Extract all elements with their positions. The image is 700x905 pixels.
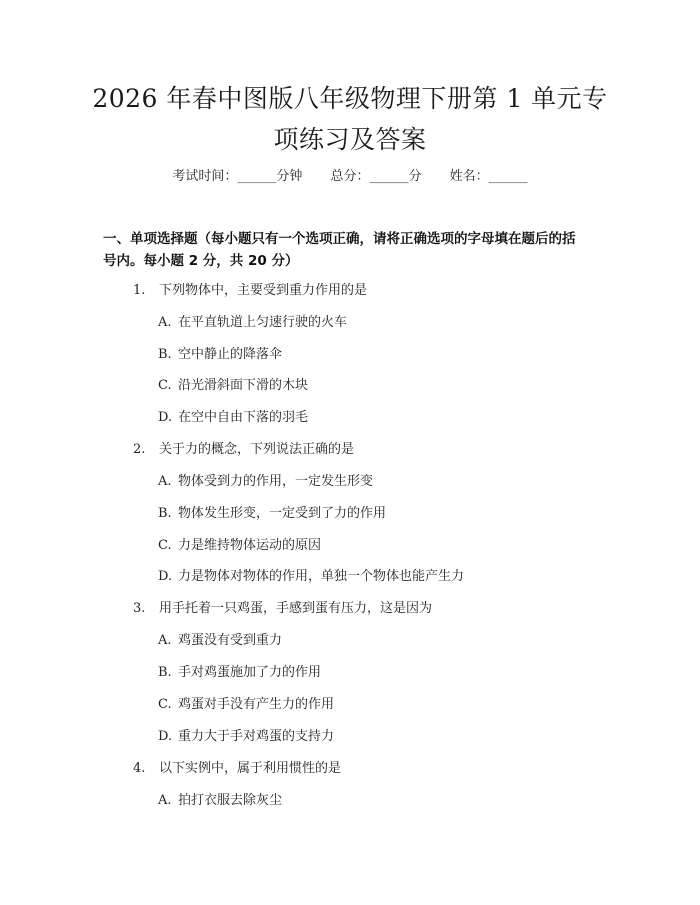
question-2-option-d bbox=[158, 568, 464, 586]
question-text: 以下实例中，属于利用惯性的是 bbox=[159, 761, 342, 776]
option-text: 手对鸡蛋施加了力的作用 bbox=[178, 665, 322, 680]
option-text: 在空中自由下落的羽毛 bbox=[178, 410, 309, 425]
option-letter: C. bbox=[158, 538, 172, 553]
question-1-option-c bbox=[158, 377, 308, 395]
option-text: 拍打衣服去除灰尘 bbox=[178, 793, 283, 808]
exam-meta bbox=[0, 168, 700, 186]
question-4-option-a bbox=[158, 792, 282, 810]
exam-time-unit: 分钟 bbox=[276, 169, 303, 184]
option-letter: B. bbox=[158, 347, 172, 362]
question-number: 4. bbox=[133, 761, 146, 776]
student-name-blank: ______ bbox=[488, 169, 528, 184]
option-text: 鸡蛋没有受到重力 bbox=[178, 633, 283, 648]
option-letter: D. bbox=[158, 410, 173, 425]
question-4 bbox=[133, 760, 341, 778]
option-letter: D. bbox=[158, 729, 173, 744]
section-heading-line-2: 号内。每小题 2 分，共 20 分） bbox=[103, 253, 299, 269]
question-3-option-c bbox=[158, 696, 334, 714]
total-score-unit: 分 bbox=[408, 169, 422, 184]
exam-time-blank: ______ bbox=[237, 169, 277, 184]
question-number: 2. bbox=[133, 442, 146, 457]
option-text: 物体受到力的作用，一定发生形变 bbox=[178, 474, 374, 489]
option-letter: A. bbox=[158, 633, 172, 648]
title-line-2: 项练习及答案 bbox=[273, 125, 427, 154]
question-text: 关于力的概念，下列说法正确的是 bbox=[159, 442, 355, 457]
question-2 bbox=[133, 441, 354, 459]
option-text: 空中静止的降落伞 bbox=[178, 347, 283, 362]
question-3 bbox=[133, 600, 432, 618]
option-letter: D. bbox=[158, 569, 173, 584]
document-title bbox=[70, 78, 630, 160]
student-name-label: 姓名： bbox=[449, 169, 489, 184]
total-score-label: 总分： bbox=[330, 169, 370, 184]
exam-time-label: 考试时间： bbox=[172, 169, 238, 184]
section-heading-line-1: 一、单项选择题（每小题只有一个选项正确，请将正确选项的字母填在题后的括 bbox=[103, 231, 576, 247]
option-letter: A. bbox=[158, 793, 172, 808]
question-1-option-d bbox=[158, 409, 308, 427]
question-number: 1. bbox=[133, 283, 146, 298]
option-text: 鸡蛋对手没有产生力的作用 bbox=[178, 697, 335, 712]
question-number: 3. bbox=[133, 601, 146, 616]
option-text: 在平直轨道上匀速行驶的火车 bbox=[178, 315, 348, 330]
option-letter: B. bbox=[158, 665, 172, 680]
option-text: 力是物体对物体的作用，单独一个物体也能产生力 bbox=[178, 569, 465, 584]
question-2-option-a bbox=[158, 473, 373, 491]
question-1 bbox=[133, 282, 367, 300]
option-text: 力是维持物体运动的原因 bbox=[178, 538, 322, 553]
question-1-option-a bbox=[158, 314, 347, 332]
question-3-option-a bbox=[158, 632, 282, 650]
total-score-field bbox=[330, 168, 421, 186]
option-letter: C. bbox=[158, 697, 172, 712]
option-text: 重力大于手对鸡蛋的支持力 bbox=[178, 729, 335, 744]
question-2-option-c bbox=[158, 537, 321, 555]
title-line-1: 2026 年春中图版八年级物理下册第 1 单元专 bbox=[92, 84, 608, 113]
question-text: 下列物体中，主要受到重力作用的是 bbox=[159, 283, 368, 298]
option-text: 沿光滑斜面下滑的木块 bbox=[178, 378, 309, 393]
question-3-option-b bbox=[158, 664, 321, 682]
total-score-blank: ______ bbox=[369, 169, 409, 184]
question-2-option-b bbox=[158, 505, 386, 523]
student-name-field bbox=[450, 168, 528, 186]
question-text: 用手托着一只鸡蛋，手感到蛋有压力，这是因为 bbox=[159, 601, 433, 616]
question-3-option-d bbox=[158, 728, 334, 746]
option-letter: B. bbox=[158, 506, 172, 521]
exam-time-field bbox=[172, 168, 302, 186]
option-letter: A. bbox=[158, 474, 172, 489]
option-letter: A. bbox=[158, 315, 172, 330]
question-1-option-b bbox=[158, 346, 282, 364]
option-letter: C. bbox=[158, 378, 172, 393]
option-text: 物体发生形变，一定受到了力的作用 bbox=[178, 506, 387, 521]
section-heading bbox=[103, 228, 600, 272]
